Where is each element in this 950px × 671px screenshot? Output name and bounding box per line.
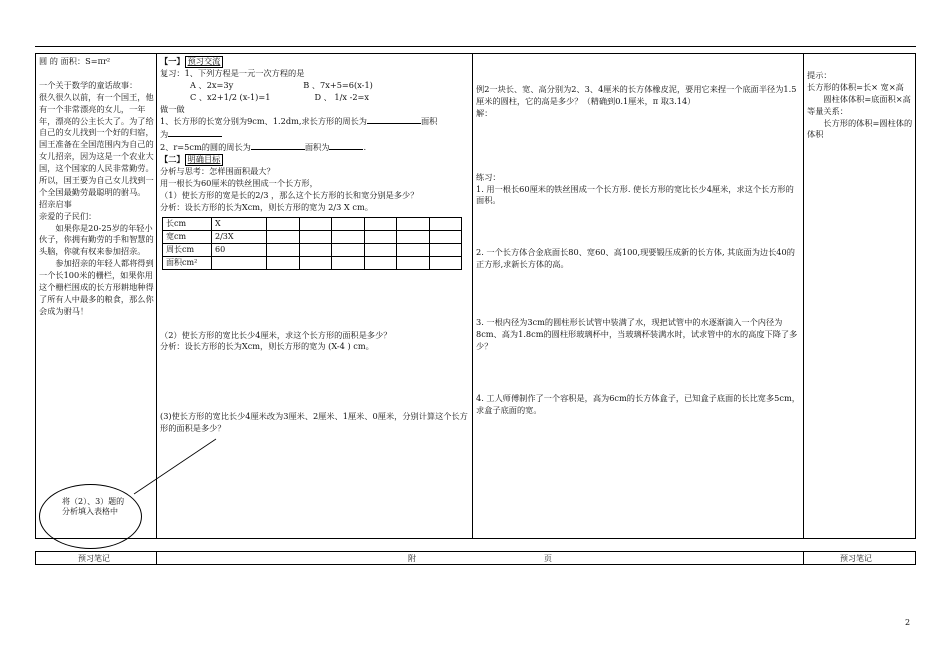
empty-cell[interactable] (332, 217, 365, 230)
equality-relation: 长方形的体积=圆柱体的体积 (807, 117, 913, 140)
analysis-prompt: 分析与思考：怎样围面积最大？ (160, 166, 275, 177)
practice-label: 做一做 (160, 103, 185, 114)
empty-cell[interactable] (397, 243, 430, 256)
empty-cell[interactable] (364, 256, 397, 269)
empty-cell[interactable] (429, 243, 462, 256)
row-value (212, 256, 267, 269)
table-row (163, 217, 462, 230)
circle-area-formula: 圆 的 面积：S=πr² (39, 56, 111, 66)
empty-cell[interactable] (332, 243, 365, 256)
options-row-2 (160, 92, 470, 104)
notice-title: 招亲启事 (39, 198, 72, 209)
hints-column (807, 56, 913, 141)
question-1 (160, 115, 470, 128)
hint-cylinder-volume: 圆柱体体积=底面积×高 (823, 93, 911, 104)
analysis-table (162, 217, 462, 270)
option-a: A 、2x=3y (190, 79, 234, 90)
question-2-text: 2、r=5cm的圆的周长为 (160, 142, 251, 153)
section-1-bracket: 【一】 (160, 56, 185, 66)
option-b: B 、7x+5=6(x-1) (303, 79, 373, 90)
question-1-suffix: 为 (160, 129, 169, 140)
empty-cell[interactable] (364, 230, 397, 243)
empty-cell[interactable] (429, 230, 462, 243)
notice-paragraph-2: 参加招亲的年轻人都将得到一个长100米的栅栏，如果你用这个栅栏围成的长方形耕地种得了所有人中最多的粮食，那么你会成为驸马！ (39, 258, 154, 316)
question-2: 2、r=5cm的圆的周长为 面积为 . (160, 142, 367, 153)
top-rule (35, 46, 916, 47)
section-2-bracket: 【二】 (160, 154, 185, 165)
answer-blank[interactable] (367, 115, 421, 124)
column-divider (803, 552, 804, 564)
row-label: 面积cm² (163, 256, 212, 269)
wire-problem: 用一根长为60厘米的铁丝围成一个长方形， (160, 177, 318, 188)
exercise-4: 4. 工人师傅制作了一个容积是，高为6cm的长方体盒子，已知盒子底面的长比宽多5cm，求盒子底面的宽。 (476, 392, 800, 415)
options-row-1 (160, 80, 470, 92)
empty-cell[interactable] (364, 217, 397, 230)
footer-appendix-1: 附 (408, 554, 416, 563)
answer-blank[interactable] (168, 128, 222, 137)
empty-cell[interactable] (299, 256, 332, 269)
notice-paragraph-1: 如果你是20-25岁的年轻小伙子，你拥有勤劳的手和智慧的头脑，你就有权来参加招亲。 (39, 222, 154, 257)
footer-notes-left: 预习笔记 (78, 554, 110, 563)
option-c: C 、x2+1/2 (x-1)=1 (190, 91, 271, 102)
empty-cell[interactable] (299, 217, 332, 230)
empty-cell[interactable] (397, 217, 430, 230)
main-table (35, 53, 916, 539)
footer-notes-right: 预习笔记 (840, 554, 872, 563)
lesson-column (160, 56, 470, 435)
table-row (163, 256, 462, 269)
review-question: 复习：1、下列方程是一元一次方程的是 (160, 67, 305, 78)
problem-1: （1）使长方形的宽是长的2/3 ，那么这个长方形的长和宽分别是多少？ (160, 189, 419, 200)
exercise-1: 1. 用一根长60厘米的铁丝围成一个长方形. 使长方形的宽比长少4厘米，求这个长方形的面积。 (476, 183, 794, 206)
answer-blank[interactable] (329, 141, 363, 150)
empty-cell[interactable] (267, 243, 300, 256)
question-1-area-text: 面积 (420, 116, 438, 127)
story-title: 一个关于数学的童话故事： (39, 79, 138, 90)
footer-appendix-2: 页 (544, 554, 552, 563)
examples-column (476, 56, 801, 417)
row-label: 周长cm (163, 243, 212, 256)
row-value: X (212, 217, 267, 230)
footer-row (35, 551, 916, 565)
table-row (163, 230, 462, 243)
section-1-title: 预习交流 (185, 56, 224, 68)
empty-cell[interactable] (429, 256, 462, 269)
page-number: 2 (905, 618, 911, 627)
equality-label: 等量关系： (807, 105, 848, 116)
hint-cuboid-volume: 长方形的体积=长× 宽×高 (807, 81, 904, 92)
problem-2: （2）使长方形的宽比长少4厘米，求这个长方形的面积是多少？ (160, 329, 392, 340)
row-label: 宽cm (163, 230, 212, 243)
problem-1-analysis: 分析：设长方形的长为Xcm，则长方形的宽为 2/3 X cm。 (160, 201, 373, 212)
bubble-text: 将（2）、3）题的分析填入表格中 (62, 497, 125, 517)
table-row (163, 243, 462, 256)
solution-label: 解： (476, 107, 493, 118)
empty-cell[interactable] (299, 243, 332, 256)
empty-cell[interactable] (299, 230, 332, 243)
row-value: 2/3X (212, 230, 267, 243)
empty-cell[interactable] (429, 217, 462, 230)
empty-cell[interactable] (267, 230, 300, 243)
hint-label: 提示： (807, 70, 832, 80)
example-2: 例2一块长、宽、高分别为2、3、4厘米的长方体橡皮泥，要用它来捏一个底面半径为1.5厘米的圆柱，它的高是多少？（精确到0.1厘米，π 取3.14） (476, 84, 797, 106)
empty-cell[interactable] (397, 230, 430, 243)
section-2-title: 明确目标 (185, 154, 224, 166)
row-label: 长cm (163, 217, 212, 230)
column-divider (803, 54, 804, 538)
section-1-heading (160, 56, 470, 68)
question-2-area-text: 面积为 (304, 142, 330, 153)
exercises-label: 练习： (476, 171, 501, 182)
exercise-2: 2. 一个长方体合金底面长80、宽60、高100,现要锻压成新的长方体, 其底面为边长40的正方形,求新长方体的高。 (476, 247, 795, 270)
problem-3: (3)使长方形的宽比长少4厘米改为3厘米、2厘米、1厘米、0厘米，分别计算这个长方形的面积是多少？ (160, 411, 468, 434)
empty-cell[interactable] (267, 217, 300, 230)
column-divider (156, 552, 157, 564)
column-divider (472, 54, 473, 538)
question-1-text: 1、长方形的长宽分别为9cm、1.2dm,求长方形的周长为 (160, 116, 367, 127)
story-text: 很久很久以前，有一个国王，他有一个非常漂亮的女儿，一年年，漂亮的公主长大了。为了给自己的女儿找到一个好的归宿，国王准备在全国范围内为自己的女儿招亲，因为这是一个农业大国，这个国家的人民非常勤劳。所以，国王要为自己女儿找到一个全国最勤劳最聪明的驸马。 (39, 91, 154, 197)
row-value: 60 (212, 243, 267, 256)
empty-cell[interactable] (364, 243, 397, 256)
section-2-heading (160, 154, 470, 166)
empty-cell[interactable] (332, 256, 365, 269)
exercise-3: 3. 一根内径为3cm的圆柱形长试管中装满了水，现把试管中的水逐渐滴入一个内径为8cm、高为1.8cm的圆柱形玻璃杯中，当玻璃杯装满水时，试求管中的水的高度下降了多少？ (476, 317, 798, 351)
notice-greeting: 亲爱的子民们： (39, 210, 97, 221)
problem-2-analysis: 分析：设长方形的长为Xcm，则长方形的宽为 (X-4 ) cm。 (160, 341, 374, 352)
empty-cell[interactable] (332, 230, 365, 243)
question-1-cont (160, 128, 470, 141)
option-d: D 、 1/x -2=x (314, 91, 370, 102)
empty-cell[interactable] (397, 256, 430, 269)
answer-blank[interactable] (251, 141, 305, 150)
empty-cell[interactable] (267, 256, 300, 269)
